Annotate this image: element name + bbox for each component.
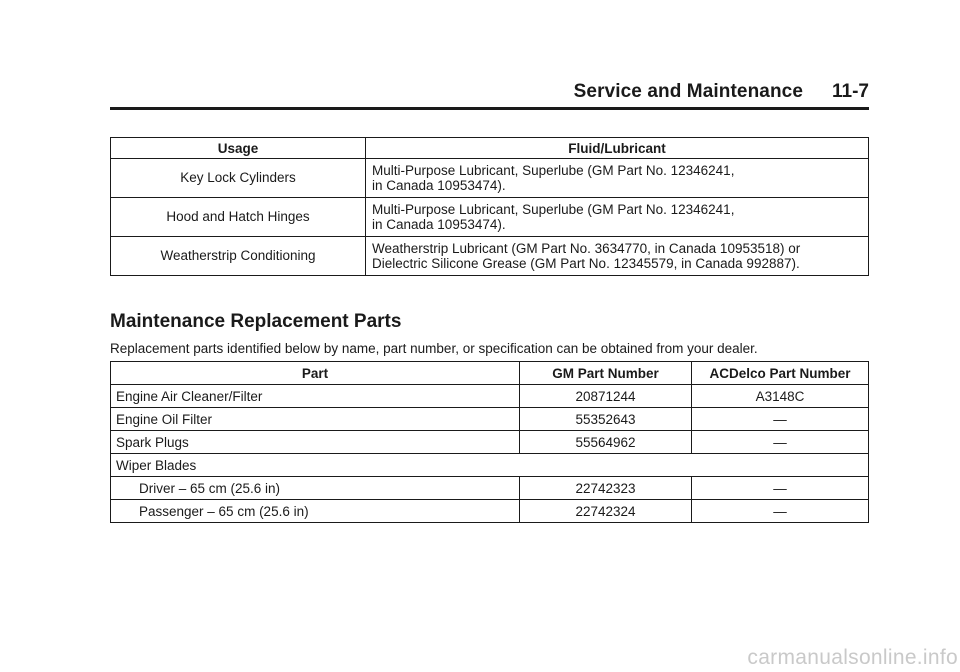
column-header-usage: Usage [111, 138, 366, 159]
table-row [111, 159, 869, 198]
fluid-line: Weatherstrip Lubricant (GM Part No. 3634770, in Canada 10953518) or [372, 240, 801, 256]
acdelco-part-number-cell: A3148C [692, 385, 869, 408]
fluid-line: Multi-Purpose Lubricant, Superlube (GM Part No. 12346241, [372, 201, 735, 217]
part-name-cell: Spark Plugs [111, 431, 520, 454]
table-row [111, 198, 869, 237]
gm-part-number-cell: 55564962 [520, 431, 692, 454]
part-name-cell: Passenger – 65 cm (25.6 in) [111, 500, 520, 523]
table-row [111, 477, 869, 500]
table-row [111, 431, 869, 454]
usage-cell: Key Lock Cylinders [111, 159, 366, 198]
table-row [111, 408, 869, 431]
page-header [110, 79, 869, 110]
section-heading: Maintenance Replacement Parts [110, 311, 402, 332]
replacement-parts-table [110, 361, 869, 523]
page-number: 11-7 [832, 81, 869, 102]
fluid-cell [366, 237, 869, 276]
part-name-cell: Engine Oil Filter [111, 408, 520, 431]
fluid-line: Multi-Purpose Lubricant, Superlube (GM Part No. 12346241, [372, 162, 735, 178]
part-group-cell: Wiper Blades [111, 454, 869, 477]
fluid-lubricant-table [110, 137, 869, 276]
gm-part-number-cell: 22742324 [520, 500, 692, 523]
section-intro: Replacement parts identified below by name, part number, or specification can be obtained from your dealer. [110, 341, 758, 356]
acdelco-part-number-cell: — [692, 431, 869, 454]
gm-part-number-cell: 20871244 [520, 385, 692, 408]
table-row [111, 385, 869, 408]
table-header-row [111, 362, 869, 385]
fluid-line: in Canada 10953474). [372, 177, 506, 193]
column-header-fluid: Fluid/Lubricant [366, 138, 869, 159]
table-row [111, 454, 869, 477]
acdelco-part-number-cell: — [692, 500, 869, 523]
gm-part-number-cell: 22742323 [520, 477, 692, 500]
usage-cell: Hood and Hatch Hinges [111, 198, 366, 237]
column-header-gm-part-number: GM Part Number [520, 362, 692, 385]
fluid-cell [366, 159, 869, 198]
fluid-cell [366, 198, 869, 237]
acdelco-part-number-cell: — [692, 408, 869, 431]
fluid-line: in Canada 10953474). [372, 216, 506, 232]
part-name-cell: Driver – 65 cm (25.6 in) [111, 477, 520, 500]
part-name-cell: Engine Air Cleaner/Filter [111, 385, 520, 408]
table-header-row [111, 138, 869, 159]
watermark: carmanualsonline.info [747, 646, 958, 669]
column-header-acdelco-part-number: ACDelco Part Number [692, 362, 869, 385]
gm-part-number-cell: 55352643 [520, 408, 692, 431]
acdelco-part-number-cell: — [692, 477, 869, 500]
column-header-part: Part [111, 362, 520, 385]
table-row [111, 237, 869, 276]
usage-cell: Weatherstrip Conditioning [111, 237, 366, 276]
table-row [111, 500, 869, 523]
chapter-title: Service and Maintenance [573, 81, 803, 102]
fluid-line: Dielectric Silicone Grease (GM Part No. 12345579, in Canada 992887). [372, 255, 800, 271]
